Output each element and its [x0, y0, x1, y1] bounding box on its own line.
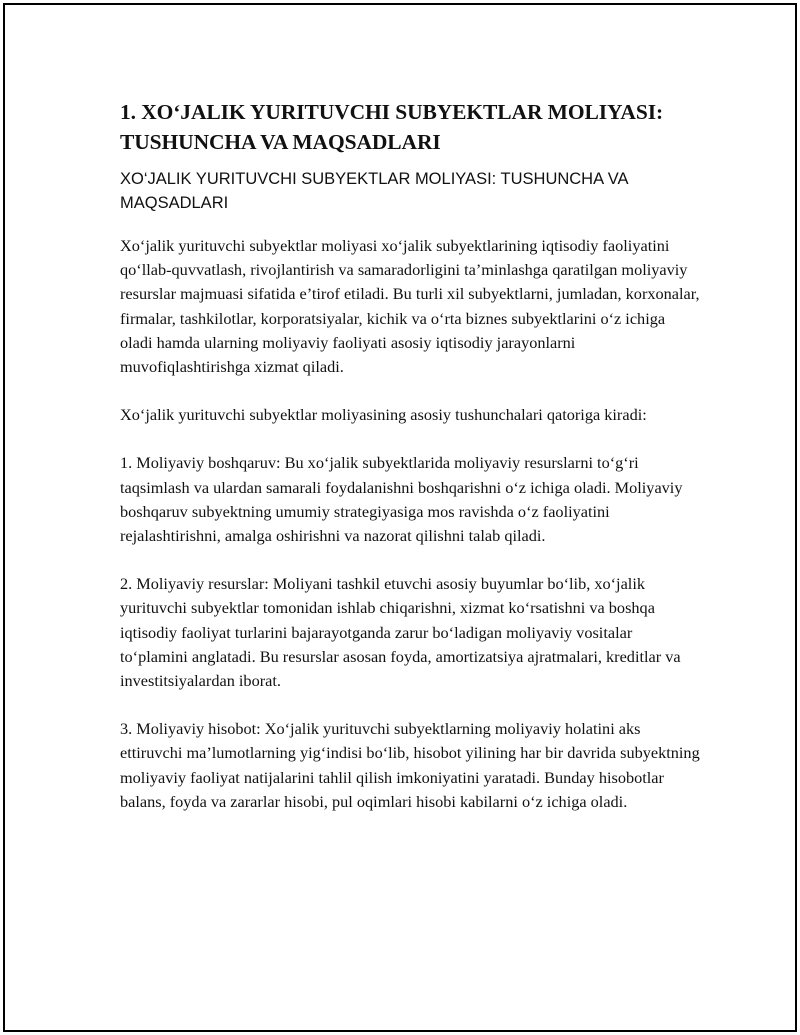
paragraph-intro: Xo‘jalik yurituvchi subyektlar moliyasi xo‘jalik subyektlarining iqtisodiy faoliyatini qo‘llab-quvvatlash, rivojlantirish va samaradorligini ta’minlashga qaratilgan moliyaviy resurslar majmuasi sifatida e’tirof etiladi. Bu turli xil subyektlarni, jumladan, korxonalar, firmalar, tashkilotlar, korporatsiyalar, kichik va o‘rta biznes subyektlarini o‘z ichiga oladi hamda ularning moliyaviy faoliyati asosiy iqtisodiy jarayonlarni muvofiqlashtirishga xizmat qiladi.	[120, 236, 700, 377]
document-content	[120, 97, 700, 838]
section-subtitle: XO‘JALIK YURITUVCHI SUBYEKTLAR MOLIYASI: TUSHUNCHA VA MAQSADLARI	[120, 170, 628, 212]
paragraph-concepts-lead: Xo‘jalik yurituvchi subyektlar moliyasining asosiy tushunchalari qatoriga kiradi:	[120, 405, 647, 425]
paragraph-financial-reporting: 3. Moliyaviy hisobot: Xo‘jalik yurituvchi subyektlarning moliyaviy holatini aks ettiruvchi ma’lumotlarning yig‘indisi bo‘lib, hisobot yilining har bir davrida subyektning moliyaviy faoliyat natijalarini tahlil qilish imkoniyatini yaratadi. Bunday hisobotlar balans, foyda va zararlar hisobi, pul oqimlari hisobi kabilarni o‘z ichiga oladi.	[120, 719, 700, 811]
section-heading: 1. XO‘JALIK YURITUVCHI SUBYEKTLAR MOLIYASI: TUSHUNCHA VA MAQSADLARI	[120, 100, 664, 154]
paragraph-financial-resources: 2. Moliyaviy resurslar: Moliyani tashkil etuvchi asosiy buyumlar bo‘lib, xo‘jalik yurituvchi subyektlar tomonidan ishlab chiqarishni, xizmat ko‘rsatishni va boshqa iqtisodiy faoliyat turlarini bajarayotganda zarur bo‘ladigan moliyaviy vositalar to‘plamini anglatadi. Bu resurslar asosan foyda, amortizatsiya ajratmalari, kreditlar va investitsiyalardan iborat.	[120, 574, 681, 691]
document-page	[3, 3, 797, 1032]
paragraph-financial-management: 1. Moliyaviy boshqaruv: Bu xo‘jalik subyektlarida moliyaviy resurslarni to‘g‘ri taqsimlash va ulardan samarali foydalanishni boshqarishni o‘z ichiga oladi. Moliyaviy boshqaruv subyektning umumiy strategiyasiga mos ravishda o‘z faoliyatini rejalashtirishni, amalga oshirishni va nazorat qilishni talab qiladi.	[120, 453, 683, 546]
